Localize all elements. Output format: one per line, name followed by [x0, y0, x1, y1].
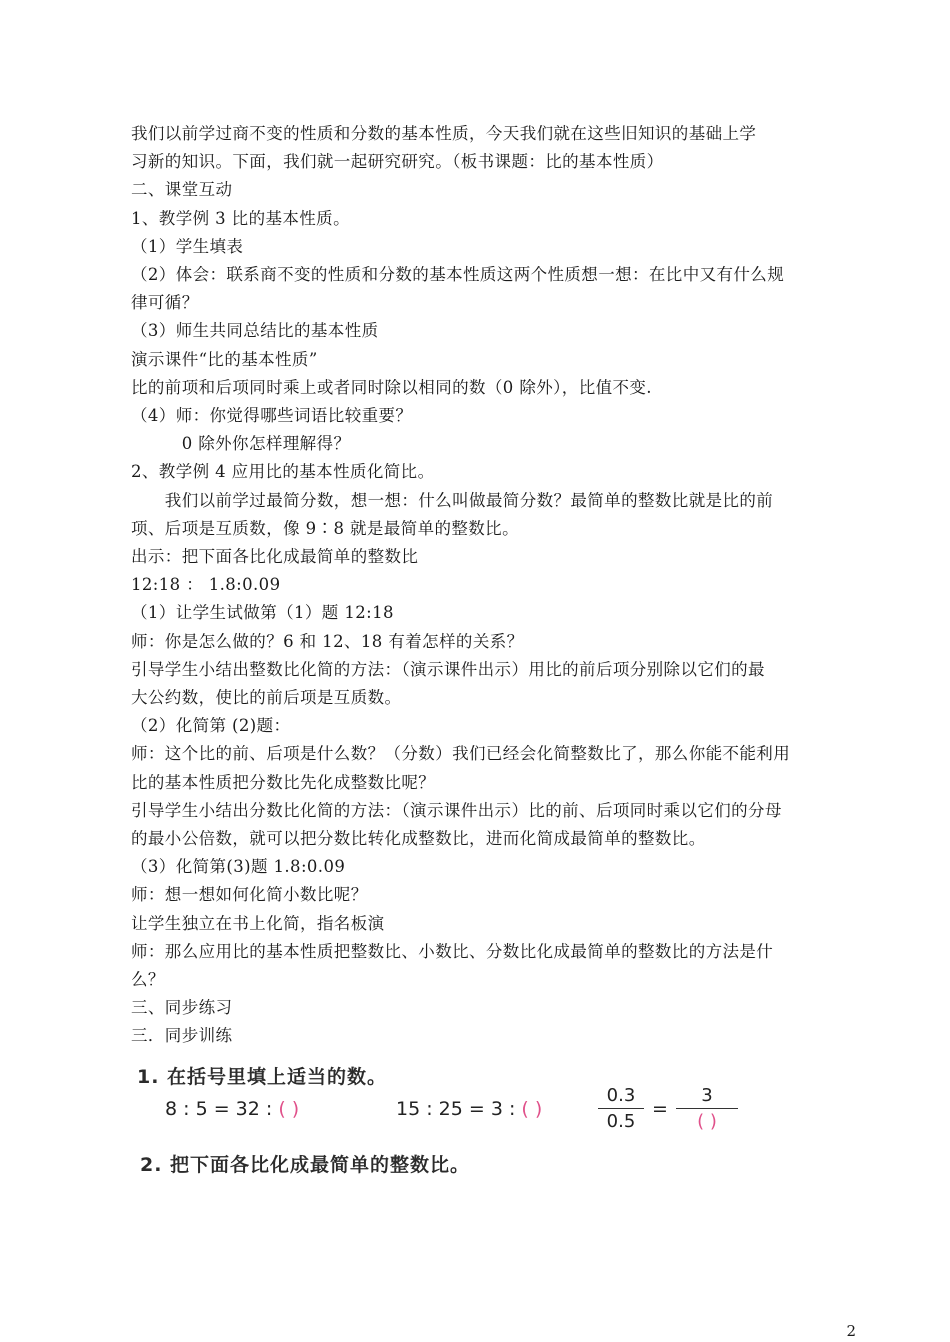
- text-line: 让学生独立在书上化简，指名板演: [131, 913, 385, 933]
- text-line: 1、教学例 3 比的基本性质。: [131, 208, 350, 228]
- text-line: 的最小公倍数，就可以把分数比转化成整数比，进而化简成最简单的整数比。: [131, 829, 706, 848]
- fraction-bar: [598, 1108, 644, 1109]
- fraction-denominator: 0.5: [606, 1111, 636, 1132]
- exercise-1a-expr: 8 : 5 = 32 :: [165, 1098, 279, 1120]
- fraction-numerator: 0.3: [606, 1085, 636, 1106]
- text-line: （1）学生填表: [131, 236, 244, 256]
- text-line: 三、同步练习: [131, 998, 233, 1018]
- exercise-1a: [165, 1098, 299, 1120]
- text-line: 0 除外你怎样理解得？: [131, 434, 351, 454]
- text-line: 二、课堂互动: [131, 180, 233, 200]
- text-line: 我们以前学过商不变的性质和分数的基本性质，今天我们就在这些旧知识的基础上学: [131, 124, 757, 143]
- text-line: （3）师生共同总结比的基本性质: [131, 321, 379, 341]
- text-line: 引导学生小结出分数比化简的方法：（演示课件出示）比的前、后项同时乘以它们的分母: [131, 800, 782, 820]
- text-line: 习新的知识。下面，我们就一起研究研究。（板书课题：比的基本性质）: [131, 152, 664, 172]
- text-line: 师：那么应用比的基本性质把整数比、小数比、分数比化成最简单的整数比的方法是什: [131, 941, 774, 961]
- text-line: 12:18 ： 1.8:0.09: [131, 575, 281, 595]
- text-line: 比的前项和后项同时乘上或者同时除以相同的数（0 除外），比值不变.: [131, 377, 652, 397]
- text-line: 我们以前学过最简分数，想一想：什么叫做最简分数？最简单的整数比就是比的前: [131, 490, 774, 510]
- answer-blank: ( ): [278, 1098, 300, 1120]
- fraction-right: [676, 1085, 738, 1132]
- text-line: 三．同步训练: [131, 1026, 233, 1046]
- text-line: 2、教学例 4 应用比的基本性质化简比。: [131, 462, 435, 482]
- text-line: 师：你是怎么做的？6 和 12、18 有着怎样的关系？: [131, 631, 524, 651]
- answer-blank: ( ): [521, 1098, 543, 1120]
- text-line: 师：这个比的前、后项是什么数？（分数）我们已经会化简整数比了，那么你能不能利用: [131, 744, 791, 764]
- exercise-1-title: 1. 在括号里填上适当的数。: [137, 1066, 388, 1088]
- text-line: 师：想一想如何化简小数比呢？: [131, 885, 368, 905]
- text-line: 律可循？: [131, 293, 199, 313]
- text-line: （3）化简第(3)题 1.8:0.09: [131, 857, 346, 877]
- exercise-1b: [396, 1098, 542, 1120]
- exercise-1b-expr: 15 : 25 = 3 :: [396, 1098, 522, 1120]
- text-line: 引导学生小结出整数比化简的方法：（演示课件出示）用比的前后项分别除以它们的最: [131, 659, 765, 679]
- exercise-2-title: 2. 把下面各比化成最简单的整数比。: [140, 1154, 471, 1176]
- text-line: 演示课件“比的基本性质”: [131, 349, 318, 369]
- fraction-denominator-blank: ( ): [697, 1111, 717, 1132]
- text-line: 大公约数，使比的前后项是互质数。: [131, 688, 402, 707]
- fraction-left: [598, 1085, 644, 1132]
- fraction-numerator: 3: [701, 1085, 713, 1106]
- text-line: 么？: [131, 970, 165, 989]
- text-line: 项、后项是互质数，像 9∶8 就是最简单的整数比。: [131, 518, 519, 538]
- text-line: （4）师：你觉得哪些词语比较重要？: [131, 406, 413, 425]
- text-line: （2）体会：联系商不变的性质和分数的基本性质这两个性质想一想：在比中又有什么规: [131, 265, 785, 284]
- text-line: （1）让学生试做第（1）题 12:18: [131, 603, 394, 623]
- text-line: （2）化简第 (2)题：: [131, 716, 291, 736]
- fraction-bar: [676, 1108, 738, 1109]
- text-line: 比的基本性质把分数比先化成整数比呢？: [131, 772, 436, 792]
- equals-sign: =: [652, 1098, 668, 1120]
- text-line: 出示：把下面各比化成最简单的整数比: [131, 547, 419, 566]
- page-number: 2: [846, 1322, 856, 1340]
